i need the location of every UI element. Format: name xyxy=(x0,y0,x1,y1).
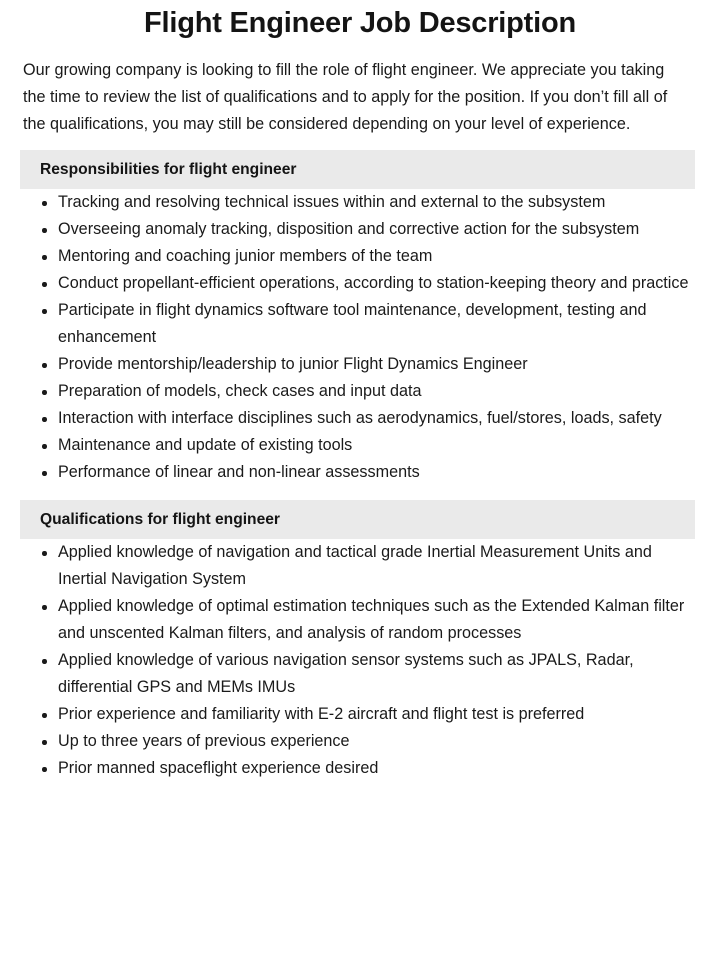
list-item: Performance of linear and non-linear assessments xyxy=(0,459,720,486)
list-item: Overseeing anomaly tracking, disposition and corrective action for the subsystem xyxy=(0,216,720,243)
list-item: Preparation of models, check cases and input data xyxy=(0,378,720,405)
list-item: Prior manned spaceflight experience desired xyxy=(0,755,720,782)
section-header-qualifications xyxy=(20,500,695,539)
list-item: Conduct propellant-efficient operations, according to station-keeping theory and practice xyxy=(0,270,720,297)
list-item: Up to three years of previous experience xyxy=(0,728,720,755)
list-item: Interaction with interface disciplines such as aerodynamics, fuel/stores, loads, safety xyxy=(0,405,720,432)
list-item: Prior experience and familiarity with E-2 aircraft and flight test is preferred xyxy=(0,701,720,728)
intro-paragraph: Our growing company is looking to fill the role of flight engineer. We appreciate you taking the time to review the list of qualifications and to apply for the position. If you don’t fill all of the qualifications, you may still be considered depending on your level of experience. xyxy=(23,61,668,133)
qualifications-list xyxy=(0,539,720,782)
list-item: Applied knowledge of various navigation sensor systems such as JPALS, Radar, differential GPS and MEMs IMUs xyxy=(0,647,720,701)
list-item: Applied knowledge of navigation and tactical grade Inertial Measurement Units and Inertial Navigation System xyxy=(0,539,720,593)
list-item: Participate in flight dynamics software tool maintenance, development, testing and enhancement xyxy=(0,297,720,351)
list-item: Tracking and resolving technical issues within and external to the subsystem xyxy=(0,189,720,216)
section-qualifications xyxy=(0,486,720,782)
list-item: Applied knowledge of optimal estimation techniques such as the Extended Kalman filter and unscented Kalman filters, and analysis of random processes xyxy=(0,593,720,647)
section-header-responsibilities xyxy=(20,150,695,189)
section-heading-label: Qualifications for flight engineer xyxy=(40,510,280,528)
list-item: Mentoring and coaching junior members of the team xyxy=(0,243,720,270)
responsibilities-list xyxy=(0,189,720,486)
section-responsibilities xyxy=(0,138,720,486)
page-title: Flight Engineer Job Description xyxy=(143,7,577,39)
section-heading-label: Responsibilities for flight engineer xyxy=(40,160,297,178)
list-item: Provide mentorship/leadership to junior Flight Dynamics Engineer xyxy=(0,351,720,378)
list-item: Maintenance and update of existing tools xyxy=(0,432,720,459)
